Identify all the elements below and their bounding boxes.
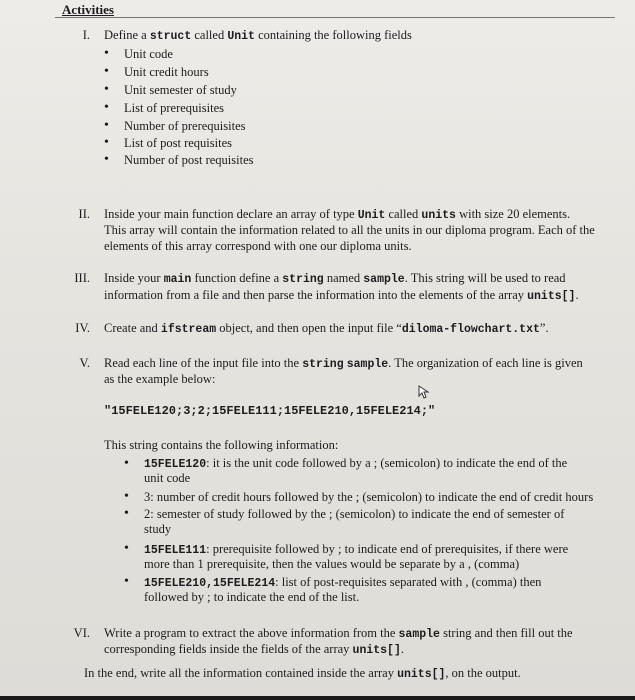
list-item: Number of prerequisites (124, 119, 246, 133)
title-divider (55, 17, 615, 18)
list-item: 15FELE120: it is the unit code followed by a ; (semicolon) to indicate the end of the (144, 456, 568, 471)
list-item: Number of post requisites (124, 153, 254, 167)
list-item: Unit code (124, 47, 173, 61)
bottom-edge (0, 696, 635, 700)
section-1-text: Define a struct called Unit containing the following fields (104, 28, 412, 43)
section-4-text: Create and ifstream object, and then open the input file “diloma-flowchart.txt”. (104, 321, 549, 336)
section-5-number: V. (79, 356, 90, 370)
list-item: Unit semester of study (124, 83, 237, 97)
section-2-text: Inside your main function declare an array of type Unit called units with size 20 elements. (104, 207, 571, 222)
list-item: List of prerequisites (124, 101, 224, 115)
list-item: 15FELE111: prerequisite followed by ; to indicate end of prerequisites, if there were (144, 542, 569, 557)
list-item: 3: number of credit hours followed by the ; (semicolon) to indicate the end of credit hours (144, 490, 594, 504)
bullet-icon: • (124, 574, 129, 589)
section-6-number: VI. (73, 626, 90, 640)
list-item: List of post requisites (124, 136, 232, 150)
bullet-icon: • (104, 152, 109, 167)
section-6-line-2: corresponding fields inside the fields of the array units[]. (104, 642, 404, 657)
list-item-continuation: followed by ; to indicate the end of the list. (144, 590, 360, 604)
section-5-intro: This string contains the following information: (104, 438, 339, 452)
page-title: Activities (62, 2, 114, 17)
bullet-icon: • (104, 46, 109, 61)
bullet-icon: • (124, 489, 129, 504)
example-string: "15FELE120;3;2;15FELE111;15FELE210,15FELE214;" (104, 404, 436, 418)
section-5-text: Read each line of the input file into the string sample. The organization of each line is given (104, 356, 583, 371)
section-3-line-2: information from a file and then parse the information into the elements of the array units[]. (104, 288, 579, 303)
bullet-icon: • (104, 135, 109, 150)
mouse-cursor-icon (418, 385, 430, 399)
section-3-text: Inside your main function define a string named sample. This string will be used to read (104, 271, 566, 286)
bullet-icon: • (104, 82, 109, 97)
list-item: 15FELE210,15FELE214: list of post-requisites separated with , (comma) then (144, 575, 542, 590)
section-5-line-2: as the example below: (104, 372, 216, 386)
list-item-continuation: unit code (144, 471, 191, 485)
list-item: Unit credit hours (124, 65, 209, 79)
bullet-icon: • (104, 64, 109, 79)
bullet-icon: • (124, 456, 129, 471)
bullet-icon: • (104, 100, 109, 115)
section-3-number: III. (74, 271, 90, 285)
closing-instruction: In the end, write all the information contained inside the array units[], on the output. (84, 666, 521, 681)
bullet-icon: • (124, 506, 129, 521)
list-item-continuation: more than 1 prerequisite, then the values would be separate by a , (comma) (144, 557, 520, 571)
section-2-line-2: This array will contain the information related to all the units in our diploma program. Each of the (104, 223, 595, 237)
section-1-number: I. (82, 28, 90, 42)
section-6-text: Write a program to extract the above information from the sample string and then fill out the (104, 626, 573, 641)
list-item-continuation: study (144, 522, 172, 536)
section-4-number: IV. (75, 321, 90, 335)
bullet-icon: • (104, 118, 109, 133)
section-2-number: II. (78, 207, 90, 221)
section-2-line-3: elements of this array correspond with one our diploma units. (104, 239, 412, 253)
bullet-icon: • (124, 541, 129, 556)
list-item: 2: semester of study followed by the ; (semicolon) to indicate the end of semester of (144, 507, 565, 521)
